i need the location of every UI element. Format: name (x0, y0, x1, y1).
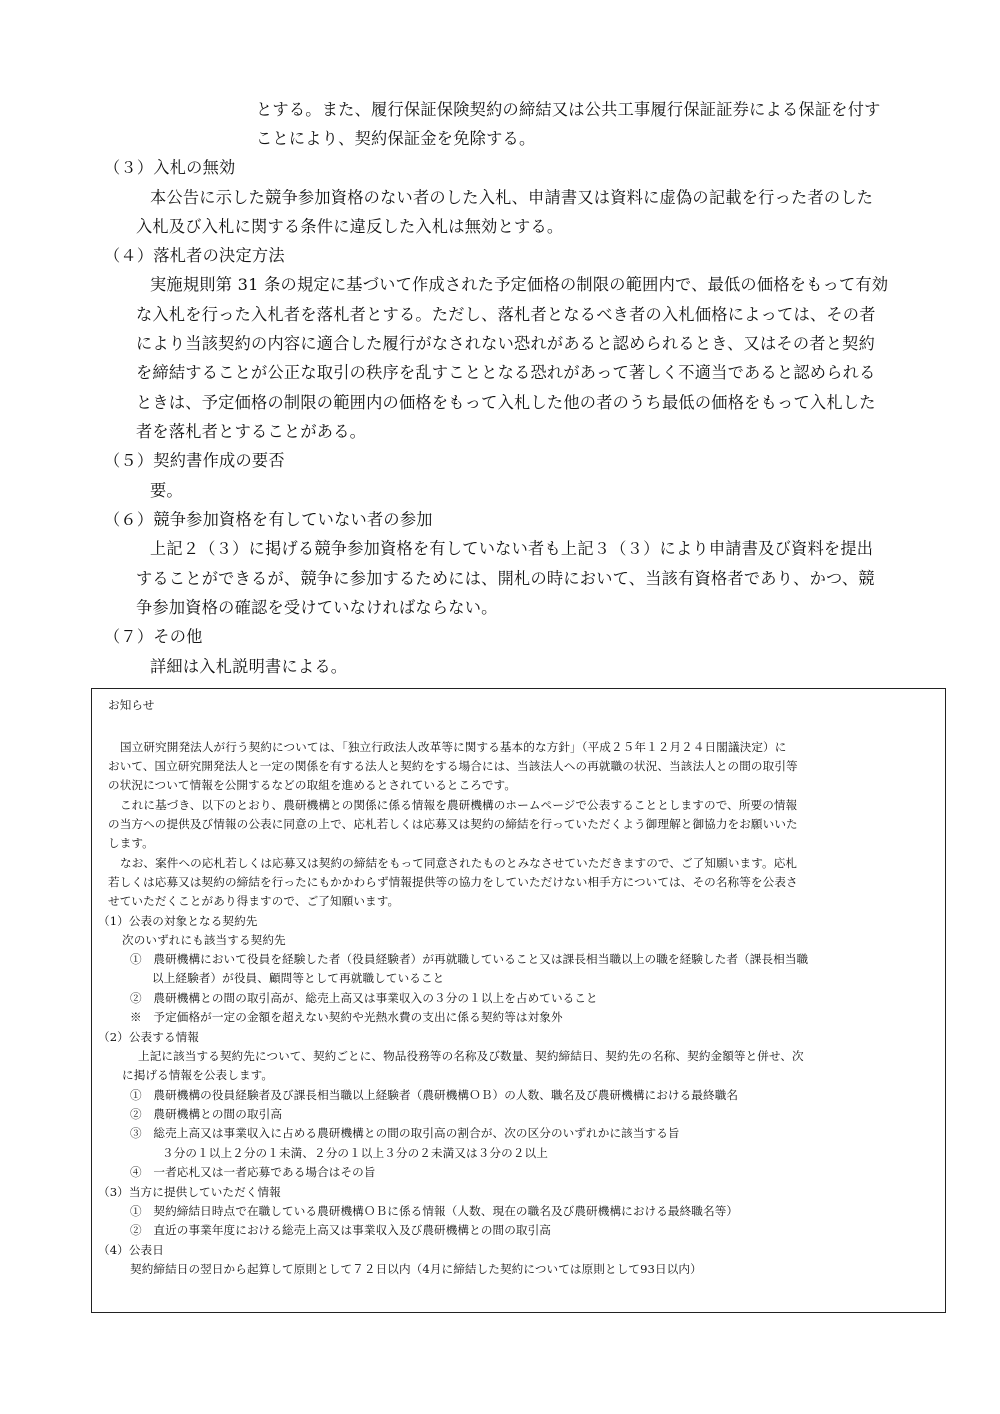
notice-published-info-item-4: ④ 一者応札又は一者応募である場合はその旨 (130, 1165, 376, 1179)
notice-intro-line-2: おいて、国立研究開発法人と一定の関係を有する法人と契約をする場合には、当該法人への再就職の状況、当該法人との間の取引等 (108, 759, 798, 773)
notice-target-item-1: ① 農研機構において役員を経験した者（役員経験者）が再就職していること又は課長相当職以上の職を経験した者（課長相当職 (130, 952, 809, 966)
winner-decision-line-2: な入札を行った入札者を落札者とする。ただし、落札者となるべき者の入札価格によっては、その者 (136, 305, 876, 324)
notice-published-info-line-2: に掲げる情報を公表します。 (122, 1068, 274, 1082)
notice-consent-line-3: せていただくことがあり得ますので、ご了知願います。 (108, 894, 400, 908)
notice-title: お知らせ (108, 698, 155, 712)
performance-guarantee-line-2: ことにより、契約保証金を免除する。 (256, 129, 536, 148)
unqualified-participation-line-2: することができるが、競争に参加するためには、開札の時において、当該有資格者であり、かつ、競 (136, 569, 875, 588)
notice-provided-info-heading: （3）当方に提供していただく情報 (98, 1185, 281, 1199)
notice-basis-line-3: します。 (108, 836, 154, 850)
notice-basis-line-2: の当方への提供及び情報の公表に同意の上で、応札若しくは応募又は契約の締結を行っていただくよう御理解と御協力をお願いいた (108, 817, 798, 831)
invalid-bid-line-1: 本公告に示した競争参加資格のない者のした入札、申請書又は資料に虚偽の記載を行った者のした (150, 188, 874, 207)
notice-publish-date-heading: （4）公表日 (98, 1243, 164, 1257)
notice-consent-line-1: なお、案件への応札若しくは応募又は契約の締結をもって同意されたものとみなさせていただきますので、ご了知願います。応札 (120, 856, 798, 870)
other-line: 詳細は入札説明書による。 (150, 657, 348, 676)
notice-published-info-item-3-cont: ３分の１以上２分の１未満、２分の１以上３分の２未満又は３分の２以上 (162, 1146, 548, 1160)
notice-published-info-heading: （2）公表する情報 (98, 1030, 200, 1044)
notice-publish-date-line: 契約締結日の翌日から起算して原則として７２日以内（4月に締結した契約については原則として93日以内） (130, 1262, 702, 1276)
winner-decision-line-3: により当該契約の内容に適合した履行がなされない恐れがあると認められるとき、又はその者と契約 (136, 334, 876, 353)
winner-decision-line-6: 者を落札者とすることがある。 (136, 422, 367, 441)
notice-box (91, 688, 946, 1313)
section-contract-document-heading: （５）契約書作成の要否 (104, 451, 285, 470)
section-unqualified-participation-heading: （６）競争参加資格を有していない者の参加 (104, 510, 433, 529)
contract-document-line: 要。 (150, 481, 183, 500)
performance-guarantee-line-1: とする。また、履行保証保険契約の締結又は公共工事履行保証証券による保証を付す (256, 100, 881, 119)
unqualified-participation-line-3: 争参加資格の確認を受けていなければならない。 (136, 598, 498, 617)
notice-target-heading: （1）公表の対象となる契約先 (98, 914, 258, 928)
notice-provided-info-item-1: ① 契約締結日時点で在職している農研機構ＯＢに係る情報（人数、現在の職名及び農研機構における最終職名等） (130, 1204, 739, 1218)
notice-basis-line-1: これに基づき、以下のとおり、農研機構との関係に係る情報を農研機構のホームページで公表することとしますので、所要の情報 (120, 798, 798, 812)
notice-published-info-item-3: ③ 総売上高又は事業収入に占める農研機構との間の取引高の割合が、次の区分のいずれかに該当する旨 (130, 1126, 680, 1140)
notice-published-info-line-1: 上記に該当する契約先について、契約ごとに、物品役務等の名称及び数量、契約締結日、契約先の名称、契約金額等と併せ、次 (138, 1049, 804, 1063)
section-winner-decision-heading: （４）落札者の決定方法 (104, 246, 285, 265)
notice-published-info-item-2: ② 農研機構との間の取引高 (130, 1107, 283, 1121)
winner-decision-line-4: を締結することが公正な取引の秩序を乱すこととなる恐れがあって著しく不適当であると認められる (136, 363, 876, 382)
notice-intro-line-3: の状況について情報を公開するなどの取組を進めるとされているところです。 (108, 778, 517, 792)
invalid-bid-line-2: 入札及び入札に関する条件に違反した入札は無効とする。 (136, 217, 564, 236)
section-invalid-bid-heading: （３）入札の無効 (104, 158, 236, 177)
notice-published-info-item-1: ① 農研機構の役員経験者及び課長相当職以上経験者（農研機構ＯＢ）の人数、職名及び農研機構における最終職名 (130, 1088, 739, 1102)
winner-decision-line-5: ときは、予定価格の制限の範囲内の価格をもって入札した他の者のうち最低の価格をもって入札した (136, 393, 876, 412)
notice-intro-line-1: 国立研究開発法人が行う契約については、「独立行政法人改革等に関する基本的な方針」（平成２５年１２月２４日閣議決定）に (120, 740, 787, 754)
notice-provided-info-item-2: ② 直近の事業年度における総売上高又は事業収入及び農研機構との間の取引高 (130, 1223, 551, 1237)
winner-decision-line-1: 実施規則第 31 条の規定に基づいて作成された予定価格の制限の範囲内で、最低の価格をもって有効 (150, 275, 889, 294)
notice-target-note: ※ 予定価格が一定の金額を超えない契約や光熱水費の支出に係る契約等は対象外 (130, 1010, 563, 1024)
unqualified-participation-line-1: 上記２（３）に掲げる競争参加資格を有していない者も上記３（３）により申請書及び資料を提出 (150, 539, 874, 558)
notice-consent-line-2: 若しくは応募又は契約の締結を行ったにもかかわらず情報提供等の協力をしていただけない相手方については、その名称等を公表さ (108, 875, 798, 889)
section-other-heading: （７）その他 (104, 627, 203, 646)
notice-target-item-1-cont: 以上経験者）が役員、顧問等として再就職していること (152, 971, 445, 985)
notice-target-line-1: 次のいずれにも該当する契約先 (122, 933, 286, 947)
notice-target-item-2: ② 農研機構との間の取引高が、総売上高又は事業収入の３分の１以上を占めていること (130, 991, 598, 1005)
